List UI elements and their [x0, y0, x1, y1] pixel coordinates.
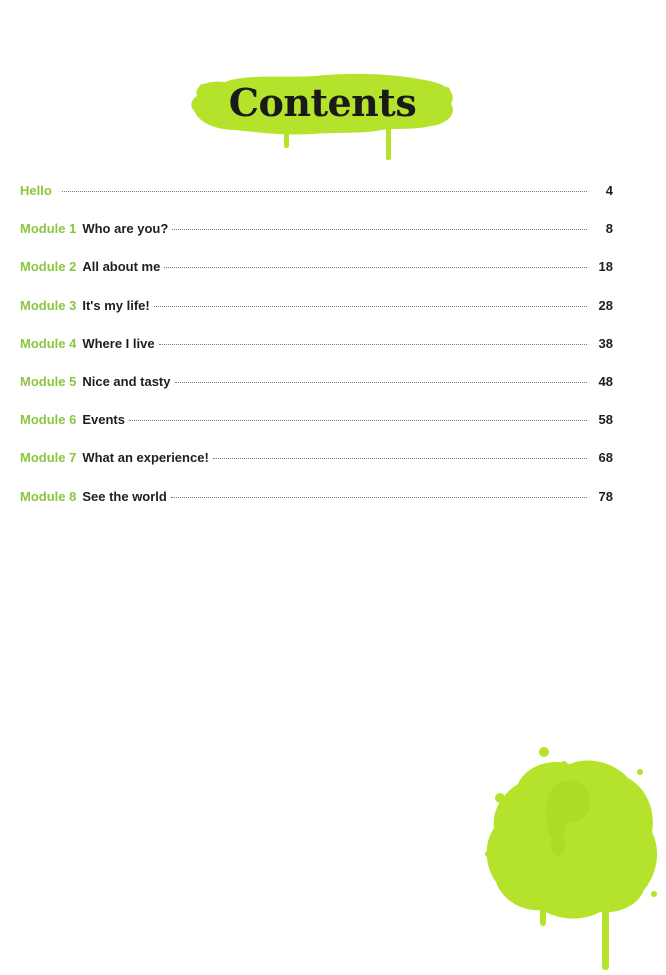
dot-leader — [159, 344, 587, 345]
toc-page-number: 48 — [598, 373, 613, 389]
toc-page-number: 58 — [598, 412, 613, 428]
toc-entry-hello[interactable] — [20, 183, 613, 221]
dot-leader — [175, 382, 588, 383]
corner-paint-splash — [478, 744, 666, 970]
toc-module-label: Module 5 — [20, 373, 77, 389]
toc-page-number: 18 — [598, 259, 613, 275]
toc-entry-module-5[interactable] — [20, 374, 613, 412]
page-title: Contents — [228, 80, 417, 125]
toc-entry-module-4[interactable] — [20, 336, 613, 374]
toc-module-title: Nice and tasty — [82, 373, 171, 389]
toc-entry-module-7[interactable] — [20, 450, 613, 488]
paint-blob-icon — [478, 744, 666, 970]
toc-entry-module-1[interactable] — [20, 221, 613, 259]
toc-module-label: Module 8 — [20, 488, 77, 504]
toc-page-number: 8 — [605, 221, 613, 237]
toc-page-number: 28 — [598, 297, 613, 313]
toc-module-title: What an experience! — [82, 450, 209, 466]
toc-module-label: Module 6 — [20, 412, 77, 428]
toc-module-label: Hello — [20, 183, 52, 198]
toc-page-number: 38 — [598, 335, 613, 351]
toc-entry-module-8[interactable] — [20, 489, 613, 527]
toc-module-label: Module 7 — [20, 450, 77, 466]
toc-module-label: Module 2 — [20, 259, 77, 275]
toc-module-title: All about me — [82, 259, 161, 275]
toc-module-label: Module 3 — [20, 297, 77, 313]
title-paint-splash — [185, 68, 460, 168]
dot-leader — [164, 267, 587, 268]
toc-module-label: Module 1 — [20, 221, 77, 237]
toc-page-number: 68 — [598, 450, 613, 466]
dot-leader — [62, 191, 587, 192]
table-of-contents — [20, 183, 613, 527]
dot-leader — [129, 420, 587, 421]
toc-entry-module-3[interactable] — [20, 298, 613, 336]
toc-entry-module-2[interactable] — [20, 259, 613, 297]
toc-page-number: 78 — [598, 488, 613, 504]
dot-leader — [171, 497, 587, 498]
toc-module-title: See the world — [82, 488, 167, 504]
toc-module-title: Who are you? — [82, 221, 169, 237]
toc-module-title: Where I live — [82, 335, 155, 351]
toc-module-title: Events — [82, 412, 125, 428]
dot-leader — [172, 229, 587, 230]
toc-entry-module-6[interactable] — [20, 412, 613, 450]
toc-module-label: Module 4 — [20, 335, 77, 351]
toc-page-number: 4 — [605, 183, 613, 198]
dot-leader — [154, 306, 587, 307]
dot-leader — [213, 458, 587, 459]
toc-module-title: It's my life! — [82, 297, 150, 313]
